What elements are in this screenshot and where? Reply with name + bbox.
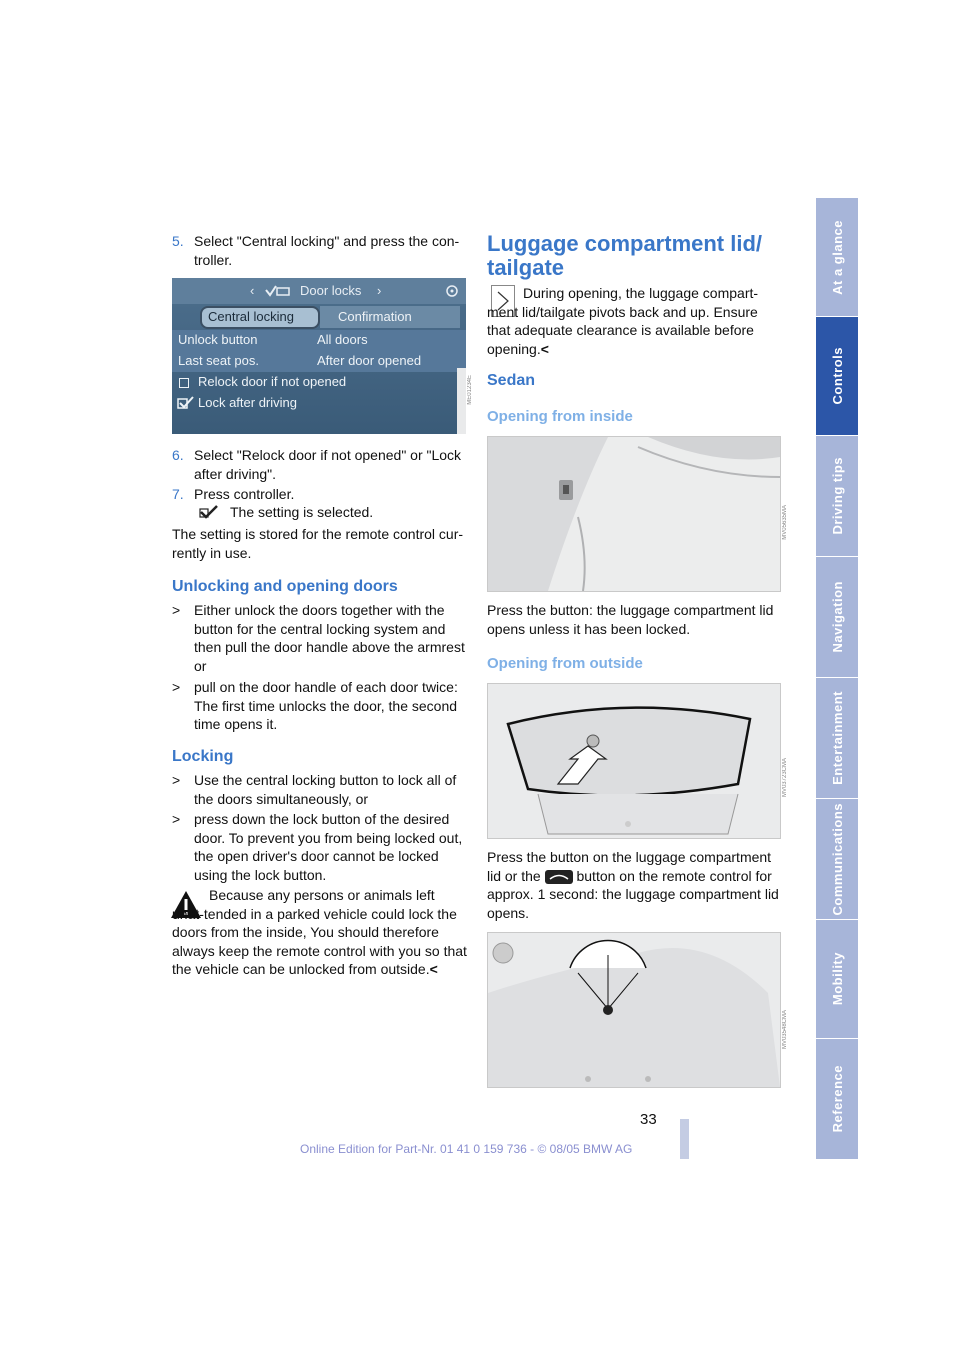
menu-last-seat-pos[interactable]: Last seat pos. (178, 353, 259, 368)
end-mark: < (429, 961, 438, 977)
step-number: 7. (172, 486, 184, 502)
footer-edition: Online Edition for Part-Nr. 01 41 0 159 736 - © 08/05 BMW AG (300, 1142, 633, 1156)
door-lock-icon (264, 284, 290, 298)
arrow-right-icon: › (377, 283, 382, 298)
step-text: Select "Central locking" and press the con-troller. (194, 233, 460, 268)
step-subtext: The setting is selected. (230, 504, 374, 520)
outside-text-start: Press the button on the luggage compartment lid or the (487, 849, 772, 884)
sidebar-tab-communications[interactable]: Communications (816, 799, 858, 920)
sidebar-tab-navigation[interactable]: Navigation (816, 557, 858, 678)
list-item (172, 678, 468, 736)
step-text: Select "Relock door if not opened" or "Lock after driving". (194, 447, 462, 482)
photo-opening-outside (487, 683, 781, 839)
heading-unlocking: Unlocking and opening doors (172, 578, 398, 595)
list-text: Either unlock the doors together with the button for the central locking system and then pull the door handle above the armrest or (194, 602, 465, 674)
arrow-left-icon: ‹ (250, 283, 255, 298)
screen-header (172, 278, 466, 304)
trunk-illustration (488, 684, 780, 838)
screen-code-strip (457, 368, 466, 434)
list-text: pull on the door handle of each door twice: The first time unlocks the door, the second time opens it. (194, 679, 458, 732)
settings-icon (445, 283, 459, 299)
step-5 (172, 232, 468, 272)
menu-unlock-button[interactable]: Unlock button (178, 332, 258, 347)
list-item (172, 771, 468, 811)
idrive-screen (172, 278, 466, 434)
list-item (172, 601, 468, 677)
page-number: 33 (640, 1111, 657, 1128)
image-code: ME01234E (467, 375, 473, 405)
step-7 (172, 485, 468, 525)
paragraph-outside (487, 848, 783, 922)
sidebar-tab-controls[interactable]: Controls (816, 317, 858, 436)
end-mark: < (540, 340, 549, 357)
tab-confirmation[interactable]: Confirmation (320, 306, 460, 328)
warning-text (172, 886, 468, 979)
step-number: 5. (172, 233, 184, 249)
list-text: Use the central locking button to lock all of the doors simultaneously, or (194, 772, 457, 807)
heading-opening-outside: Opening from outside (487, 655, 643, 672)
tailgate-illustration (488, 933, 780, 1087)
list-item (172, 810, 468, 886)
image-code: MV03723CMA (782, 758, 788, 798)
photo-tailgate-pivot (487, 932, 781, 1088)
step-text: Press controller. (194, 486, 295, 502)
screen-title: Door locks (300, 283, 362, 298)
sidebar-tab-mobility[interactable]: Mobility (816, 920, 858, 1039)
option-lock-after-driving[interactable]: Lock after driving (198, 395, 297, 410)
remote-trunk-button-icon (545, 870, 573, 884)
bullet-marker: > (172, 811, 181, 827)
sidebar-tab-at-a-glance[interactable]: At a glance (816, 198, 858, 317)
heading-locking: Locking (172, 748, 234, 765)
step-number: 6. (172, 447, 184, 463)
bullet-marker: > (172, 602, 181, 618)
sidebar-tab-reference[interactable]: Reference (816, 1039, 858, 1160)
image-code: MV05635MA (782, 505, 788, 540)
sidebar-tab-entertainment[interactable]: Entertainment (816, 678, 858, 799)
note-text (487, 284, 783, 358)
outside-text-end: button on the remote control for approx. 1 second: the luggage compartment lid opens. (487, 867, 779, 921)
list-text: press down the lock button of the desired door. To prevent you from being locked out, the open driver's door cannot be locked using the lock button. (194, 811, 463, 883)
step-6 (172, 446, 468, 486)
page-marker (680, 1119, 689, 1159)
tab-central-locking[interactable]: Central locking (200, 306, 320, 329)
checkmark-icon (199, 505, 219, 519)
option-relock-door[interactable]: Relock door if not opened (198, 374, 347, 389)
warning-body: Because any persons or animals left unat-tended in a parked vehicle could lock the doors from the inside, You should therefore always keep the remote control with you so that the vehicle can be unlocked from outside. (172, 887, 467, 977)
paragraph-stored: The setting is stored for the remote control cur-rently in use. (172, 526, 464, 561)
image-code: MV03548CMA (782, 1010, 788, 1050)
heading-luggage: Luggage compartment lid/ tailgate (487, 231, 763, 280)
photo-opening-inside (487, 436, 781, 592)
bullet-marker: > (172, 772, 181, 788)
menu-all-doors[interactable]: All doors (317, 332, 368, 347)
checkbox-checked-icon[interactable] (177, 396, 195, 410)
heading-sedan: Sedan (487, 372, 536, 389)
sidebar-tab-driving-tips[interactable]: Driving tips (816, 436, 858, 557)
bullet-marker: > (172, 679, 181, 695)
checkbox-unchecked-icon[interactable] (179, 378, 189, 388)
heading-opening-inside: Opening from inside (487, 408, 633, 425)
interior-illustration (488, 437, 780, 591)
menu-after-door-opened[interactable]: After door opened (317, 353, 422, 368)
paragraph-inside: Press the button: the luggage compartment lid opens unless it has been locked. (487, 602, 774, 637)
note-body: During opening, the luggage compart-ment lid/tailgate pivots back and up. Ensure that adequate clearance is available before opening. (487, 285, 759, 357)
